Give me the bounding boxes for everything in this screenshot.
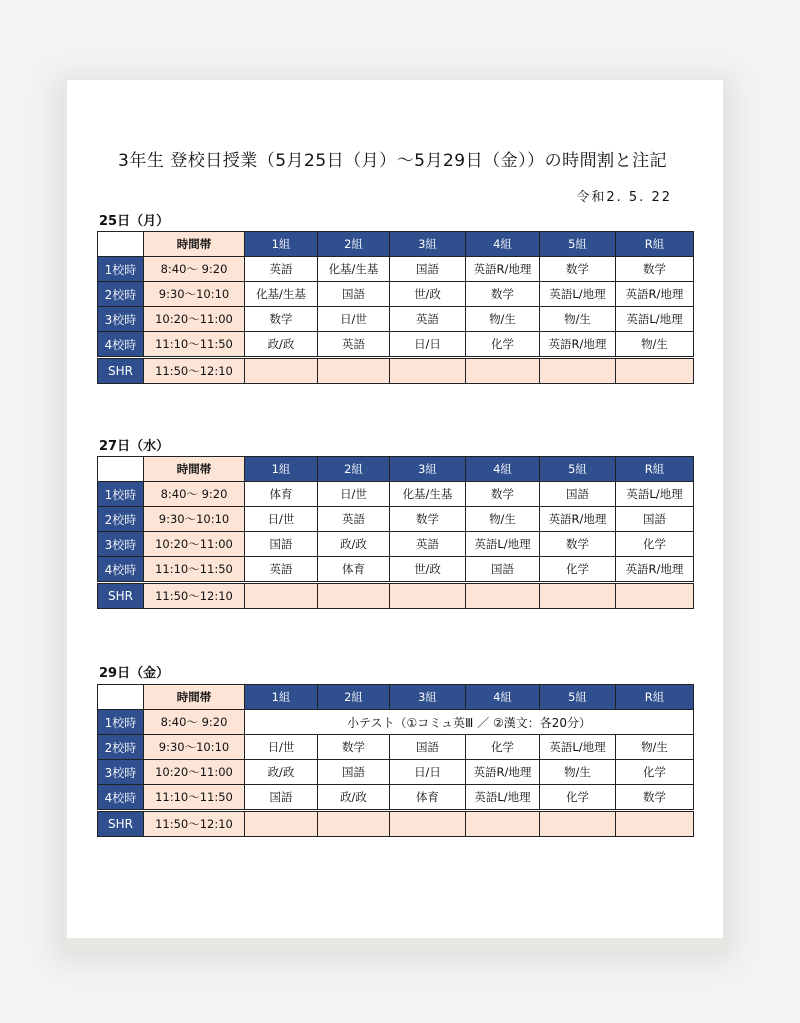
period-time: 10:20～11:00	[144, 760, 245, 785]
subject-cell: 化基/生基	[318, 257, 390, 282]
subject-cell: 国語	[245, 785, 318, 811]
period-label: 1校時	[98, 482, 144, 507]
subject-cell: 国語	[466, 557, 540, 583]
class-header: 1組	[245, 232, 318, 257]
shr-cell	[540, 583, 616, 609]
subject-cell: 数学	[245, 307, 318, 332]
shr-cell	[318, 811, 390, 837]
shr-cell	[540, 358, 616, 384]
shr-cell	[245, 583, 318, 609]
subject-cell: 国語	[245, 532, 318, 557]
subject-cell: 政/政	[245, 332, 318, 358]
header-row	[98, 685, 694, 710]
subject-cell: 化学	[466, 332, 540, 358]
subject-cell: 物/生	[540, 760, 616, 785]
class-header: 4組	[466, 457, 540, 482]
period-row	[98, 710, 694, 735]
subject-cell: 英語L/地理	[540, 735, 616, 760]
shr-cell	[616, 811, 694, 837]
period-row	[98, 532, 694, 557]
subject-cell: 世/政	[390, 557, 466, 583]
time-header: 時間帯	[144, 457, 245, 482]
timetable-29	[97, 684, 694, 837]
subject-cell: 化学	[540, 785, 616, 811]
subject-cell: 政/政	[318, 785, 390, 811]
corner-cell	[98, 685, 144, 710]
subject-cell: 英語R/地理	[540, 332, 616, 358]
class-header: 3組	[390, 685, 466, 710]
subject-cell: 物/生	[616, 735, 694, 760]
subject-cell: 英語	[318, 332, 390, 358]
subject-cell: 英語	[245, 257, 318, 282]
period-time: 9:30～10:10	[144, 735, 245, 760]
period-row	[98, 482, 694, 507]
period-label: 2校時	[98, 282, 144, 307]
period-label: 1校時	[98, 710, 144, 735]
shr-time: 11:50～12:10	[144, 811, 245, 837]
subject-cell: 物/生	[466, 507, 540, 532]
subject-cell: 化基/生基	[245, 282, 318, 307]
day-label-25: 25日（月）	[99, 214, 170, 229]
period-time: 9:30～10:10	[144, 282, 245, 307]
subject-cell: 英語L/地理	[466, 532, 540, 557]
shr-cell	[466, 811, 540, 837]
subject-cell: 化学	[616, 532, 694, 557]
subject-cell: 数学	[616, 257, 694, 282]
subject-cell: 日/世	[245, 735, 318, 760]
timetable-27	[97, 456, 694, 609]
subject-cell: 日/日	[390, 332, 466, 358]
subject-cell: 数学	[616, 785, 694, 811]
class-header: 5組	[540, 457, 616, 482]
class-header: 4組	[466, 685, 540, 710]
header-row	[98, 232, 694, 257]
subject-cell: 国語	[540, 482, 616, 507]
class-header: 2組	[318, 457, 390, 482]
period-label: 4校時	[98, 557, 144, 583]
document-date: 令和2. 5. 22	[576, 190, 672, 205]
subject-cell: 政/政	[245, 760, 318, 785]
subject-cell: 物/生	[616, 332, 694, 358]
shr-row	[98, 358, 694, 384]
period-time: 8:40～ 9:20	[144, 710, 245, 735]
shr-label: SHR	[98, 583, 144, 609]
period-time: 8:40～ 9:20	[144, 257, 245, 282]
period-row	[98, 735, 694, 760]
shr-cell	[466, 583, 540, 609]
subject-cell: 英語R/地理	[616, 557, 694, 583]
subject-cell: 日/世	[318, 482, 390, 507]
class-header: R組	[616, 685, 694, 710]
shr-row	[98, 583, 694, 609]
day-label-27: 27日（水）	[99, 439, 170, 454]
shr-cell	[616, 358, 694, 384]
subject-cell: 英語R/地理	[540, 507, 616, 532]
period-row	[98, 785, 694, 811]
subject-cell: 英語L/地理	[616, 307, 694, 332]
corner-cell	[98, 232, 144, 257]
subject-cell: 物/生	[540, 307, 616, 332]
quiz-note-cell: 小テスト（①コミュ英Ⅲ ／ ②漢文：各20分）	[245, 710, 694, 735]
period-row	[98, 257, 694, 282]
period-time: 11:10～11:50	[144, 785, 245, 811]
period-label: 1校時	[98, 257, 144, 282]
period-row	[98, 507, 694, 532]
class-header: 3組	[390, 232, 466, 257]
class-header: 1組	[245, 685, 318, 710]
period-label: 4校時	[98, 785, 144, 811]
subject-cell: 英語	[390, 307, 466, 332]
period-time: 9:30～10:10	[144, 507, 245, 532]
subject-cell: 日/世	[245, 507, 318, 532]
subject-cell: 体育	[390, 785, 466, 811]
subject-cell: 化基/生基	[390, 482, 466, 507]
class-header: 5組	[540, 685, 616, 710]
shr-label: SHR	[98, 811, 144, 837]
period-label: 3校時	[98, 532, 144, 557]
subject-cell: 日/日	[390, 760, 466, 785]
period-label: 4校時	[98, 332, 144, 358]
subject-cell: 数学	[390, 507, 466, 532]
shr-time: 11:50～12:10	[144, 358, 245, 384]
shr-time: 11:50～12:10	[144, 583, 245, 609]
subject-cell: 政/政	[318, 532, 390, 557]
shr-cell	[616, 583, 694, 609]
shr-cell	[390, 811, 466, 837]
subject-cell: 国語	[318, 282, 390, 307]
class-header: 2組	[318, 685, 390, 710]
subject-cell: 数学	[540, 532, 616, 557]
class-header: 4組	[466, 232, 540, 257]
subject-cell: 英語	[245, 557, 318, 583]
subject-cell: 国語	[390, 735, 466, 760]
period-label: 2校時	[98, 735, 144, 760]
subject-cell: 物/生	[466, 307, 540, 332]
document-title: 3年生 登校日授業（5月25日（月）～5月29日（金））の時間割と注記	[118, 151, 668, 171]
period-time: 10:20～11:00	[144, 307, 245, 332]
timetable-25	[97, 231, 694, 384]
corner-cell	[98, 457, 144, 482]
period-row	[98, 307, 694, 332]
shr-cell	[540, 811, 616, 837]
period-label: 3校時	[98, 760, 144, 785]
subject-cell: 国語	[390, 257, 466, 282]
period-time: 11:10～11:50	[144, 557, 245, 583]
header-row	[98, 457, 694, 482]
subject-cell: 英語L/地理	[466, 785, 540, 811]
subject-cell: 世/政	[390, 282, 466, 307]
class-header: 5組	[540, 232, 616, 257]
shr-cell	[318, 583, 390, 609]
shr-cell	[390, 358, 466, 384]
subject-cell: 化学	[616, 760, 694, 785]
period-row	[98, 557, 694, 583]
period-label: 3校時	[98, 307, 144, 332]
period-time: 8:40～ 9:20	[144, 482, 245, 507]
subject-cell: 数学	[466, 282, 540, 307]
shr-cell	[245, 358, 318, 384]
subject-cell: 日/世	[318, 307, 390, 332]
class-header: 1組	[245, 457, 318, 482]
subject-cell: 数学	[318, 735, 390, 760]
subject-cell: 数学	[540, 257, 616, 282]
period-time: 11:10～11:50	[144, 332, 245, 358]
subject-cell: 化学	[466, 735, 540, 760]
period-row	[98, 282, 694, 307]
subject-cell: 英語R/地理	[466, 257, 540, 282]
class-header: 3組	[390, 457, 466, 482]
subject-cell: 体育	[245, 482, 318, 507]
subject-cell: 数学	[466, 482, 540, 507]
subject-cell: 体育	[318, 557, 390, 583]
subject-cell: 英語L/地理	[540, 282, 616, 307]
subject-cell: 英語L/地理	[616, 482, 694, 507]
period-row	[98, 332, 694, 358]
class-header: R組	[616, 232, 694, 257]
class-header: R組	[616, 457, 694, 482]
shr-cell	[466, 358, 540, 384]
subject-cell: 国語	[616, 507, 694, 532]
period-label: 2校時	[98, 507, 144, 532]
time-header: 時間帯	[144, 232, 245, 257]
period-time: 10:20～11:00	[144, 532, 245, 557]
class-header: 2組	[318, 232, 390, 257]
shr-cell	[318, 358, 390, 384]
subject-cell: 英語R/地理	[466, 760, 540, 785]
subject-cell: 化学	[540, 557, 616, 583]
day-label-29: 29日（金）	[99, 666, 170, 681]
subject-cell: 国語	[318, 760, 390, 785]
subject-cell: 英語	[390, 532, 466, 557]
shr-cell	[390, 583, 466, 609]
period-row	[98, 760, 694, 785]
time-header: 時間帯	[144, 685, 245, 710]
shr-cell	[245, 811, 318, 837]
shr-row	[98, 811, 694, 837]
subject-cell: 英語R/地理	[616, 282, 694, 307]
subject-cell: 英語	[318, 507, 390, 532]
shr-label: SHR	[98, 358, 144, 384]
